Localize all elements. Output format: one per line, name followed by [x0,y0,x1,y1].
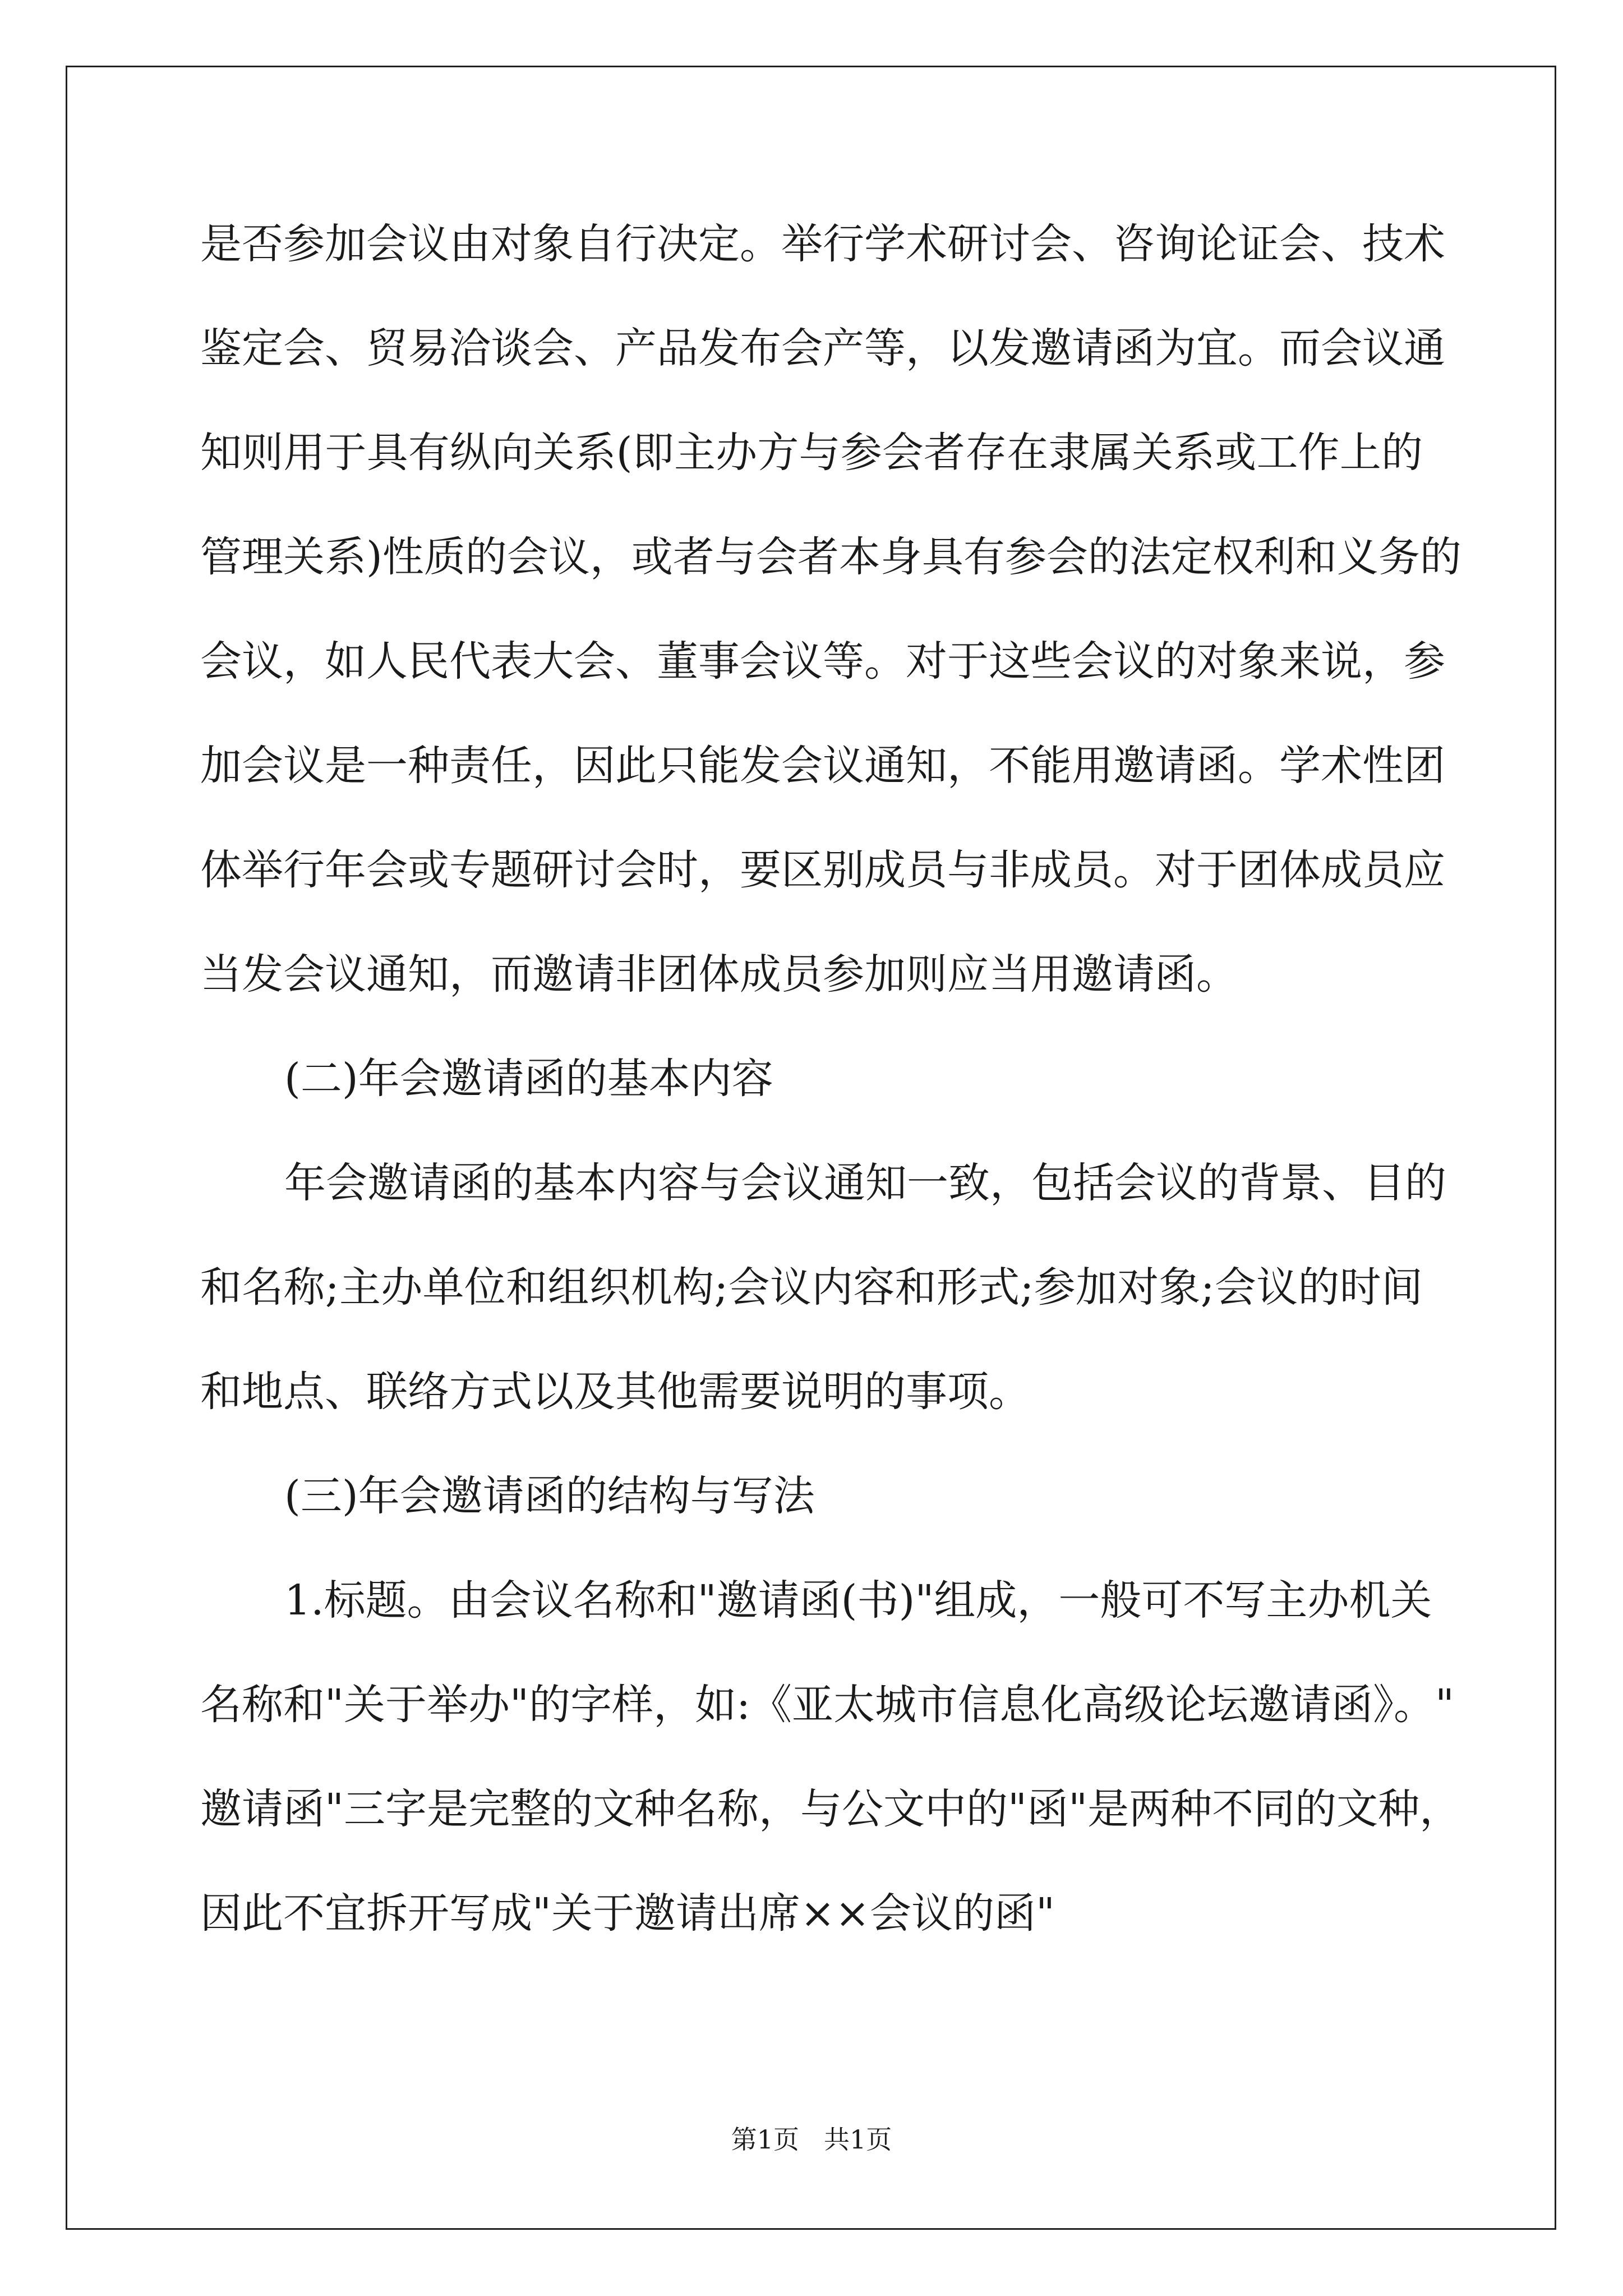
paragraph-line: 邀请函"三字是完整的文种名称，与公文中的"函"是两种不同的文种， [200,1785,1461,1833]
paragraph-line: 和地点、联络方式以及其他需要说明的事项。 [200,1368,1030,1416]
paragraph-line: 名称和"关于举办"的字样，如:《亚太城市信息化高级论坛邀请函》。" [200,1681,1455,1729]
paragraph-line: 是否参加会议由对象自行决定。举行学术研讨会、咨询论证会、技术 [200,220,1445,268]
paragraph-line: 会议，如人民代表大会、董事会议等。对于这些会议的对象来说，参 [200,637,1445,685]
paragraph-line: 体举行年会或专题研讨会时，要区别成员与非成员。对于团体成员应 [200,846,1445,894]
paragraph-line: 管理关系)性质的会议，或者与会者本身具有参会的法定权利和义务的 [200,533,1461,581]
paragraph-line: 当发会议通知，而邀请非团体成员参加则应当用邀请函。 [200,950,1238,999]
paragraph-line: 和名称;主办单位和组织机构;会议内容和形式;参加对象;会议的时间 [200,1263,1423,1312]
paragraph-line: 知则用于具有纵向关系(即主办方与参会者存在隶属关系或工作上的 [200,429,1423,477]
section-heading: (二)年会邀请函的基本内容 [284,1055,773,1103]
document-body [200,219,1461,1993]
section-heading: (三)年会邀请函的结构与写法 [284,1472,815,1520]
paragraph-line: 鉴定会、贸易洽谈会、产品发布会产等，以发邀请函为宜。而会议通 [200,324,1445,372]
paragraph-line: 因此不宜拆开写成"关于邀请出席××会议的函" [200,1889,1055,1938]
page-number-current: 第1页 [731,2124,799,2155]
page-number-total: 共1页 [824,2124,892,2155]
page-footer [0,2123,1623,2156]
paragraph-line: 1.标题。由会议名称和"邀请函(书)"组成，一般可不写主办机关 [284,1576,1432,1625]
paragraph-line: 年会邀请函的基本内容与会议通知一致，包括会议的背景、目的 [284,1159,1446,1207]
paragraph-line: 加会议是一种责任，因此只能发会议通知，不能用邀请函。学术性团 [200,742,1445,790]
